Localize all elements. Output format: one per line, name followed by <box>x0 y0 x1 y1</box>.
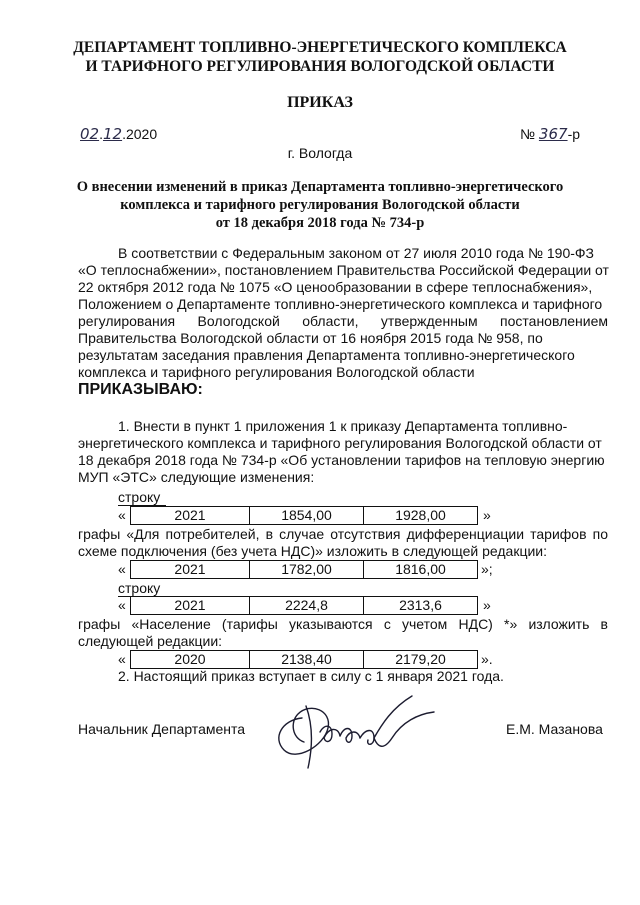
table-cell-year: 2021 <box>131 597 250 615</box>
close-quote: » <box>483 597 491 613</box>
table-cell-value: 1782,00 <box>250 561 364 579</box>
table-row <box>131 561 478 579</box>
preamble-line: результатам заседания правления Департамента топливно-энергетического <box>78 347 575 363</box>
table-cell-value: 1854,00 <box>250 507 364 525</box>
row-word: строку <box>118 580 166 597</box>
grafa-1-line: схеме подключения (без учета НДС)» изложить в следующей редакции: <box>78 543 548 559</box>
tariff-table-1 <box>130 506 478 525</box>
date-day: 02 <box>80 125 100 143</box>
tariff-table-3 <box>130 596 478 615</box>
preamble-line: регулирования Вологодской области, утвержденным постановлением <box>78 313 608 329</box>
date-year: .2020 <box>122 126 158 142</box>
table-cell-value: 2179,20 <box>364 651 478 669</box>
table-row <box>131 651 478 669</box>
open-quote: « <box>118 507 126 523</box>
table-cell-value: 2313,6 <box>364 597 478 615</box>
item-2: 2. Настоящий приказ вступает в силу с 1 января 2021 года. <box>118 668 504 684</box>
table-cell-value: 1928,00 <box>364 507 478 525</box>
department-name-line1: ДЕПАРТАМЕНТ ТОПЛИВНО-ЭНЕРГЕТИЧЕСКОГО КОМПЛЕКСА <box>73 39 567 56</box>
table-row <box>131 597 478 615</box>
table-row <box>131 507 478 525</box>
item-1-line: 1. Внести в пункт 1 приложения 1 к приказу Департамента топливно- <box>118 418 568 434</box>
tariff-table-4 <box>130 650 478 669</box>
signer-position: Начальник Департамента <box>78 721 246 737</box>
preamble-line: Положением о Департаменте топливно-энергетического комплекса и тарифного <box>78 296 603 312</box>
item-1-line: 18 декабря 2018 года № 734-р «Об установлении тарифов на тепловую энергию <box>78 452 605 468</box>
order-title-line1: О внесении изменений в приказ Департамента топливно-энергетического <box>76 179 564 195</box>
close-quote-dot: ». <box>481 651 493 667</box>
order-number: № 367-р <box>520 125 581 143</box>
preamble-line: «О теплоснабжении», постановлением Правительства Российской Федерации от <box>78 262 609 278</box>
open-quote: « <box>118 651 126 667</box>
table-cell-value: 2138,40 <box>250 651 364 669</box>
row-word: строку <box>118 489 166 506</box>
signer-name: Е.М. Мазанова <box>506 721 603 737</box>
close-quote-semicolon: »; <box>481 561 493 577</box>
order-title-line2: комплекса и тарифного регулирования Вологодской области <box>120 197 520 213</box>
table-cell-year: 2020 <box>131 651 250 669</box>
order-number-value: 367 <box>538 125 568 143</box>
order-word: ПРИКАЗЫВАЮ: <box>78 381 203 398</box>
table-cell-year: 2021 <box>131 561 250 579</box>
preamble-line: комплекса и тарифного регулирования Вологодской области <box>78 364 475 380</box>
table-cell-year: 2021 <box>131 507 250 525</box>
document-type: ПРИКАЗ <box>287 94 353 111</box>
tariff-table-2 <box>130 560 478 579</box>
table-cell-value: 2224,8 <box>250 597 364 615</box>
open-quote: « <box>118 561 126 577</box>
preamble-line: Правительства Вологодской области от 16 ноября 2015 года № 958, по <box>78 330 543 346</box>
city: г. Вологда <box>287 145 353 161</box>
item-1-line: энергетического комплекса и тарифного регулирования Вологодской области от <box>78 435 602 451</box>
preamble-line: В соответствии с Федеральным законом от 27 июля 2010 года № 190-ФЗ <box>118 245 594 261</box>
open-quote: « <box>118 597 126 613</box>
department-name-line2: И ТАРИФНОГО РЕГУЛИРОВАНИЯ ВОЛОГОДСКОЙ ОБЛАСТИ <box>85 58 555 75</box>
grafa-2-line: графы «Население (тарифы указываются с учетом НДС) *» изложить в <box>78 616 608 632</box>
order-title-line3: от 18 декабря 2018 года № 734-р <box>215 215 425 231</box>
grafa-2-line: следующей редакции: <box>78 633 223 649</box>
close-quote: » <box>483 507 491 523</box>
item-1-line: МУП «ЭТС» следующие изменения: <box>78 469 315 485</box>
table-cell-value: 1816,00 <box>364 561 478 579</box>
date-month: 12 <box>102 125 123 143</box>
handwritten-signature <box>262 688 442 778</box>
preamble-line: 22 октября 2012 года № 1075 «О ценообразовании в сфере теплоснабжения», <box>78 279 593 295</box>
grafa-1-line: графы «Для потребителей, в случае отсутствия дифференциации тарифов по <box>78 526 608 542</box>
order-date: 02.12.2020 <box>80 125 158 143</box>
